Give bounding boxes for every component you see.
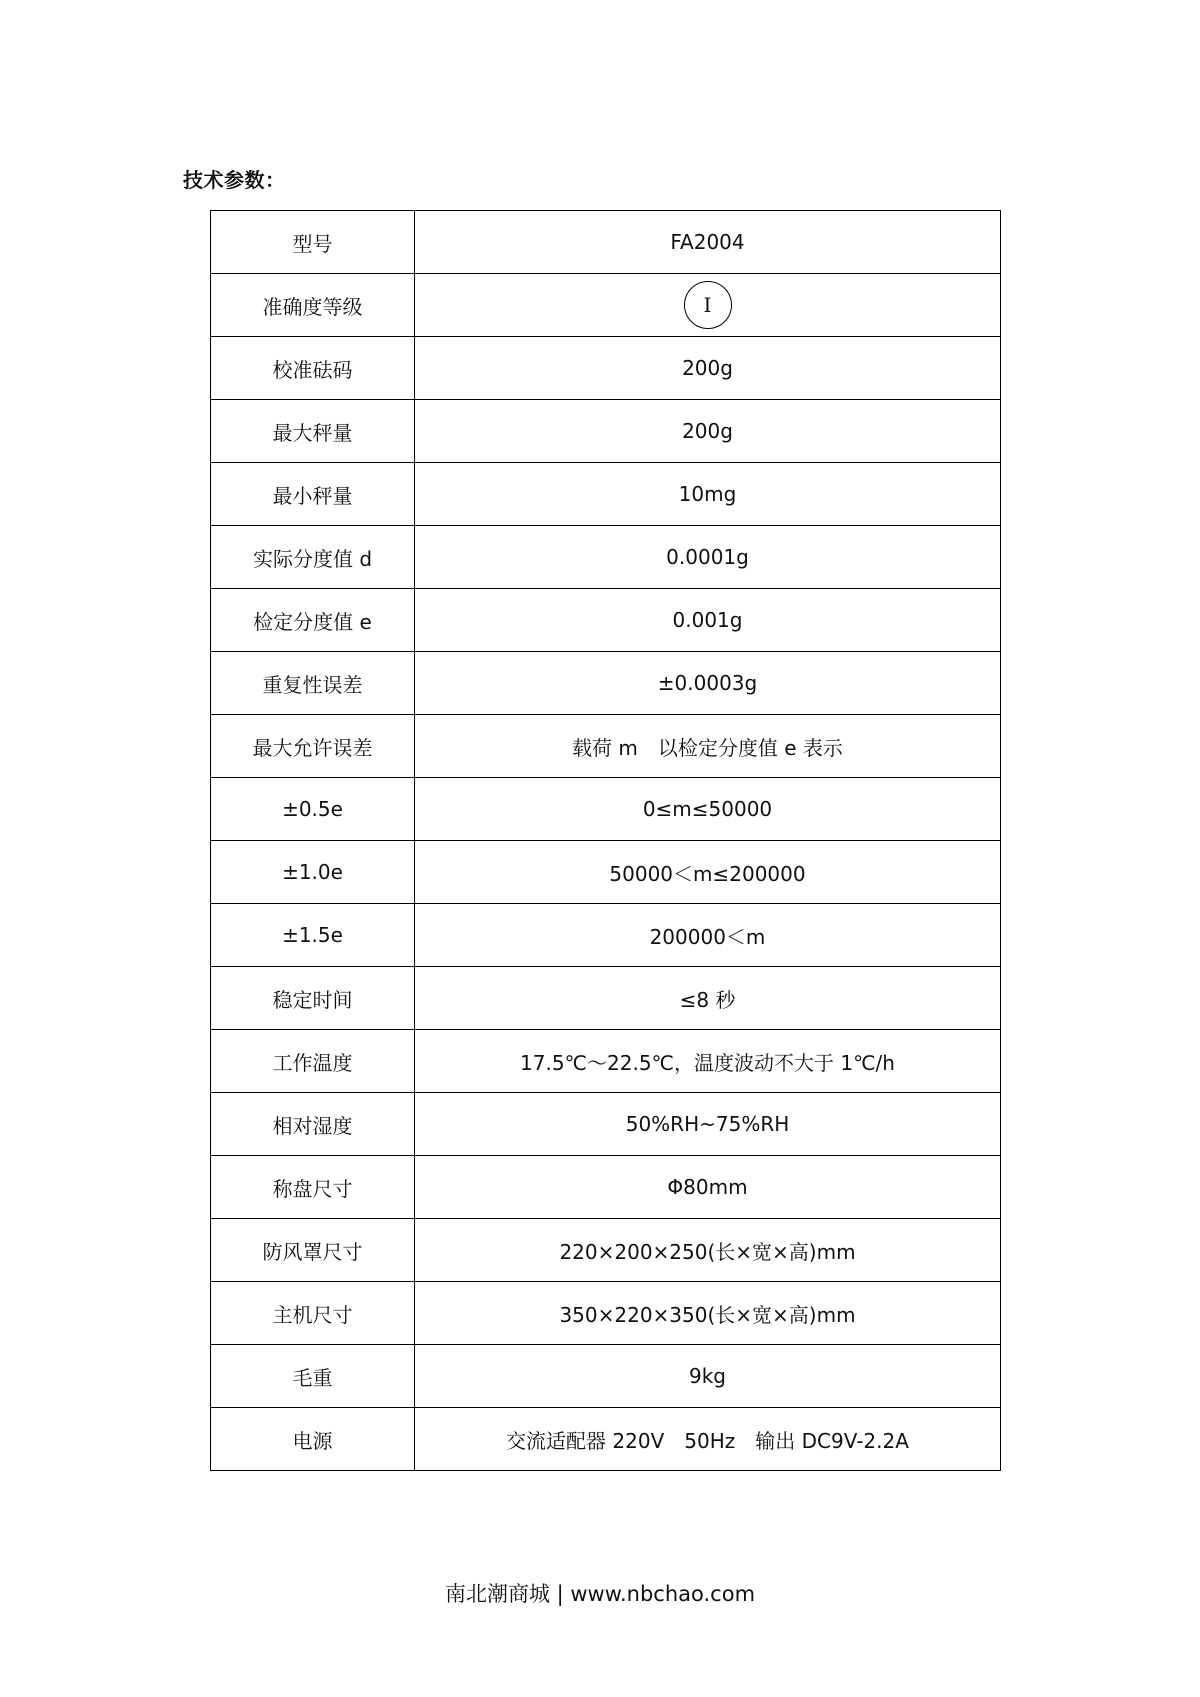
table-row	[211, 589, 1001, 652]
row-label: 相对湿度	[211, 1093, 415, 1156]
table-row	[211, 1030, 1001, 1093]
table-row	[211, 463, 1001, 526]
table-row-model	[211, 211, 1001, 274]
row-value: FA2004	[415, 211, 1001, 274]
row-value: 350×220×350(长×宽×高)mm	[415, 1282, 1001, 1345]
row-value: 220×200×250(长×宽×高)mm	[415, 1219, 1001, 1282]
table-row	[211, 526, 1001, 589]
row-value: 200g	[415, 337, 1001, 400]
row-value: 载荷 m 以检定分度值 e 表示	[415, 715, 1001, 778]
row-label: 最大允许误差	[211, 715, 415, 778]
table-row	[211, 841, 1001, 904]
accuracy-class-mark: I	[684, 281, 732, 329]
row-label: 最大秤量	[211, 400, 415, 463]
row-label: ±1.5e	[211, 904, 415, 967]
row-label: 防风罩尺寸	[211, 1219, 415, 1282]
section-title: 技术参数：	[183, 168, 286, 192]
row-label: 毛重	[211, 1345, 415, 1408]
table-row	[211, 400, 1001, 463]
row-label: 最小秤量	[211, 463, 415, 526]
row-value: 0≤m≤50000	[415, 778, 1001, 841]
table-row	[211, 967, 1001, 1030]
table-row	[211, 778, 1001, 841]
row-label: 主机尺寸	[211, 1282, 415, 1345]
spec-table	[210, 210, 1001, 1471]
table-row	[211, 715, 1001, 778]
row-label: 检定分度值 e	[211, 589, 415, 652]
row-label: 校准砝码	[211, 337, 415, 400]
row-value: 50000＜m≤200000	[415, 841, 1001, 904]
row-label: ±0.5e	[211, 778, 415, 841]
row-value: 交流适配器 220V 50Hz 输出 DC9V-2.2A	[415, 1408, 1001, 1471]
row-value: ≤8 秒	[415, 967, 1001, 1030]
table-row	[211, 1345, 1001, 1408]
table-row	[211, 1219, 1001, 1282]
table-row	[211, 652, 1001, 715]
table-row	[211, 1282, 1001, 1345]
table-row	[211, 337, 1001, 400]
row-label: ±1.0e	[211, 841, 415, 904]
row-label: 工作温度	[211, 1030, 415, 1093]
row-label: 称盘尺寸	[211, 1156, 415, 1219]
row-value: 200000＜m	[415, 904, 1001, 967]
row-label: 重复性误差	[211, 652, 415, 715]
row-label: 电源	[211, 1408, 415, 1471]
row-value: 0.001g	[415, 589, 1001, 652]
table-row	[211, 904, 1001, 967]
row-value: ±0.0003g	[415, 652, 1001, 715]
table-row	[211, 1408, 1001, 1471]
row-label: 稳定时间	[211, 967, 415, 1030]
row-value: Φ80mm	[415, 1156, 1001, 1219]
row-value: 17.5℃～22.5℃，温度波动不大于 1℃/h	[415, 1030, 1001, 1093]
row-value: 10mg	[415, 463, 1001, 526]
row-label: 实际分度值 d	[211, 526, 415, 589]
footer-text: 南北潮商城 | www.nbchao.com	[444, 1582, 756, 1606]
row-value: 200g	[415, 400, 1001, 463]
table-row	[211, 1093, 1001, 1156]
row-value: 50%RH~75%RH	[415, 1093, 1001, 1156]
row-value: 0.0001g	[415, 526, 1001, 589]
row-label: 准确度等级	[211, 274, 415, 337]
row-value: 9kg	[415, 1345, 1001, 1408]
table-row-accuracy-class	[211, 274, 1001, 337]
table-row	[211, 1156, 1001, 1219]
row-label: 型号	[211, 211, 415, 274]
row-value	[415, 274, 1001, 337]
